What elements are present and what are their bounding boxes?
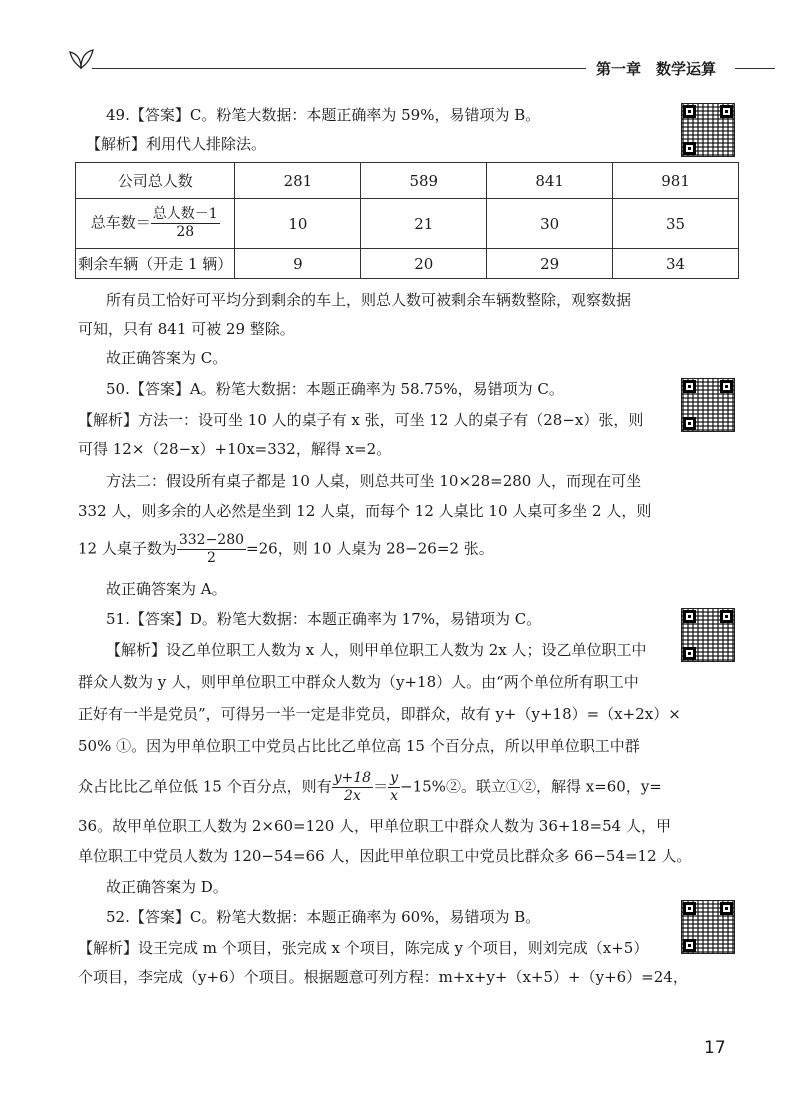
table-cell: 34 xyxy=(613,249,739,279)
q52-analysis: 个项目，李完成（y+6）个项目。根据题意可列方程：m+x+y+（x+5）+（y+6）=24， xyxy=(78,968,688,986)
fraction-numerator: 332−280 xyxy=(178,532,245,548)
q50-analysis: 332 人，则多余的人必然是坐到 12 人桌，而每个 12 人桌比 10 人桌可多坐 2 人，则 xyxy=(78,502,652,520)
table-row-label xyxy=(76,199,235,249)
q50-analysis xyxy=(78,532,494,567)
text: −15%②。联立①②，解得 x=60，y= xyxy=(400,777,662,796)
qr-code-q51[interactable] xyxy=(681,608,735,662)
table-row-label: 剩余车辆（开走 1 辆） xyxy=(76,249,235,279)
fraction-denominator: x xyxy=(390,788,399,804)
q49-answer: 49.【答案】C。粉笔大数据：本题正确率为 59%，易错项为 B。 xyxy=(106,106,541,124)
table-cell: 35 xyxy=(613,199,739,249)
table-header-cell: 841 xyxy=(487,163,613,199)
q49-paragraph: 所有员工恰好可平均分到剩余的车上，则总人数可被剩余车辆数整除，观察数据 xyxy=(106,291,632,309)
q50-answer: 50.【答案】A。粉笔大数据：本题正确率为 58.75%，易错项为 C。 xyxy=(106,380,564,398)
fraction-numerator: 总人数－1 xyxy=(152,206,218,222)
table-cell: 30 xyxy=(487,199,613,249)
q51-analysis: 50% ①。因为甲单位职工中党员占比比乙单位高 15 个百分点，所以甲单位职工中群 xyxy=(78,737,640,755)
q50-analysis: 可得 12×（28−x）+10x=332，解得 x=2。 xyxy=(78,440,392,458)
table-cell: 21 xyxy=(361,199,487,249)
header-rule xyxy=(92,68,586,69)
q51-analysis: 单位职工中党员人数为 120−54=66 人，因此甲单位职工中党员比群众多 66−54=12 人。 xyxy=(78,847,692,865)
fraction-denominator: 28 xyxy=(176,224,195,240)
fraction-denominator: 2x xyxy=(343,788,361,804)
table-header-cell: 589 xyxy=(361,163,487,199)
q49-analysis: 【解析】利用代人排除法。 xyxy=(86,135,267,153)
q52-analysis: 【解析】设王完成 m 个项目，张完成 x 个项目，陈完成 y 个项目，则刘完成（x+5） xyxy=(78,939,649,957)
q51-answer: 51.【答案】D。粉笔大数据：本题正确率为 17%，易错项为 C。 xyxy=(106,610,542,628)
qr-code-q49[interactable] xyxy=(681,103,735,157)
fraction-numerator: y xyxy=(390,770,399,786)
text: ＝ xyxy=(373,777,389,796)
q51-analysis: 36。故甲单位职工人数为 2×60=120 人，甲单位职工中群众人数为 36+18=54 人，甲 xyxy=(78,817,671,835)
fraction xyxy=(388,770,400,805)
fraction xyxy=(151,206,220,241)
table-cell: 29 xyxy=(487,249,613,279)
q49-paragraph: 可知，只有 841 可被 29 整除。 xyxy=(78,320,295,338)
text: 众占比比乙单位低 15 个百分点，则有 xyxy=(78,777,332,796)
q51-conclusion: 故正确答案为 D。 xyxy=(106,878,228,896)
table-cell: 9 xyxy=(235,249,361,279)
q50-analysis: 方法二：假设所有桌子都是 10 人桌，则总共可坐 10×28=280 人，而现在可坐 xyxy=(106,472,642,490)
q51-analysis: 群众人数为 y 人，则甲单位职工中群众人数为（y+18）人。由“两个单位所有职工中 xyxy=(78,673,639,691)
table-header-cell: 281 xyxy=(235,163,361,199)
table-header-cell: 公司总人数 xyxy=(76,163,235,199)
fraction xyxy=(332,770,373,805)
table-cell: 20 xyxy=(361,249,487,279)
fraction xyxy=(177,532,246,567)
q51-analysis: 【解析】设乙单位职工人数为 x 人，则甲单位职工人数为 2x 人；设乙单位职工中 xyxy=(106,641,647,659)
table-cell: 10 xyxy=(235,199,361,249)
qr-code-q50[interactable] xyxy=(681,378,735,432)
q50-analysis: 【解析】方法一：设可坐 10 人的桌子有 x 张，可坐 12 人的桌子有（28−x）张，则 xyxy=(78,411,644,429)
q49-table xyxy=(75,162,739,279)
qr-code-q52[interactable] xyxy=(681,900,735,954)
header-rule-right xyxy=(735,68,775,69)
q51-analysis: 正好有一半是党员”，可得另一半一定是非党员，即群众，故有 y+（y+18）=（x+2x）× xyxy=(78,705,681,723)
text: 12 人桌子数为 xyxy=(78,539,177,558)
total-cars-label: 总车数＝ xyxy=(90,213,151,232)
q50-conclusion: 故正确答案为 A。 xyxy=(106,580,227,598)
q51-analysis xyxy=(78,770,662,805)
q52-answer: 52.【答案】C。粉笔大数据：本题正确率为 60%，易错项为 B。 xyxy=(106,908,541,926)
text: =26，则 10 人桌为 28−26=2 张。 xyxy=(246,539,494,558)
page-number: 17 xyxy=(704,1038,726,1058)
fraction-denominator: 2 xyxy=(206,550,216,566)
table-header-cell: 981 xyxy=(613,163,739,199)
leaf-ornament-icon xyxy=(66,44,96,70)
chapter-title: 第一章 数学运算 xyxy=(596,60,717,78)
fraction-numerator: y+18 xyxy=(333,770,372,786)
q49-conclusion: 故正确答案为 C。 xyxy=(106,349,228,367)
